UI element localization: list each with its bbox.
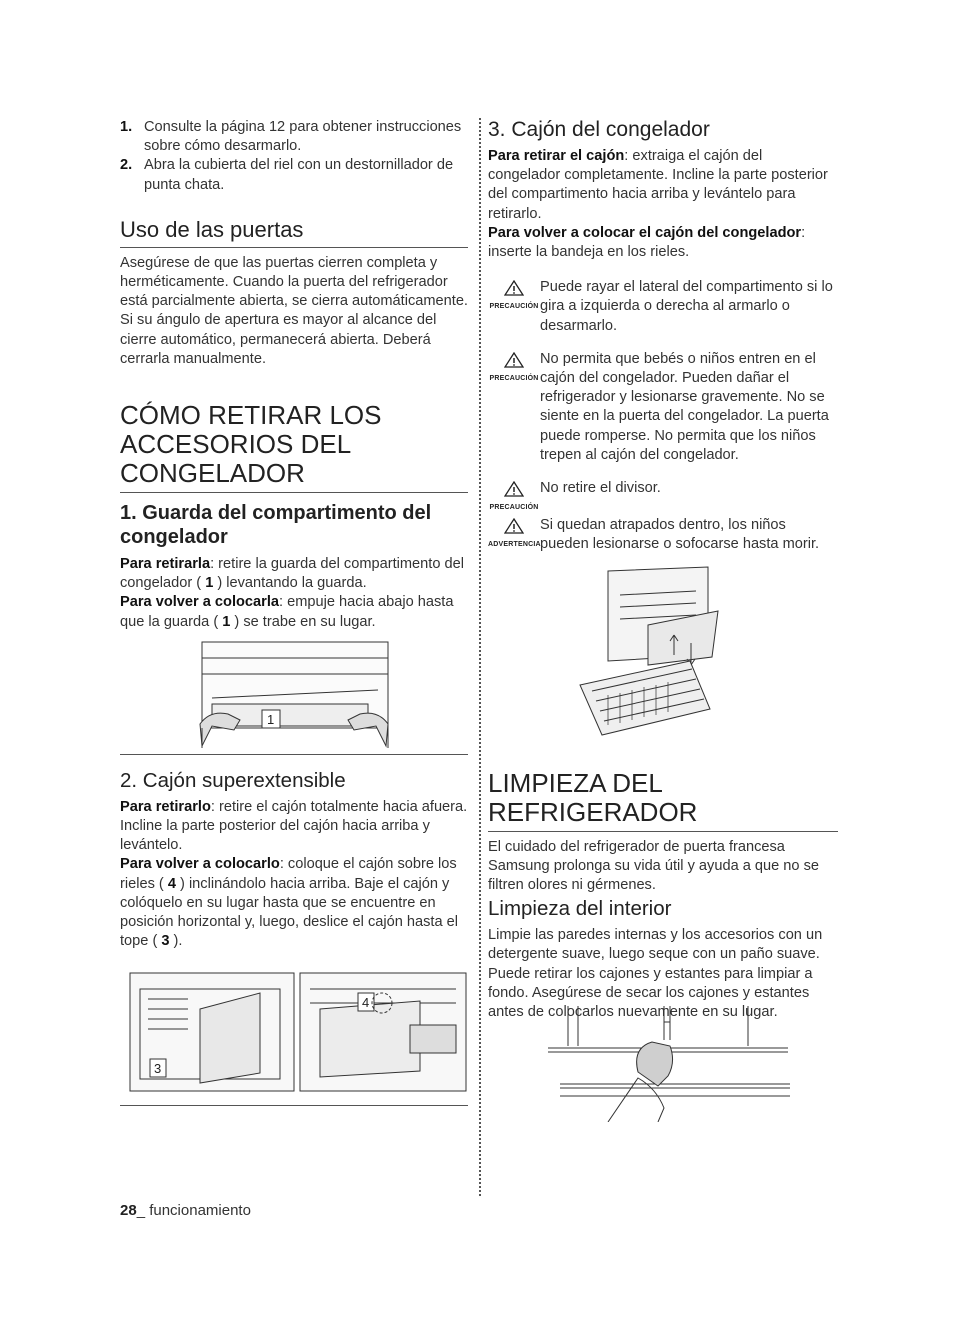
step-item: 2. Abra la cubierta del riel con un destornillador de punta chata. [120, 157, 454, 193]
cleaning-illustration [488, 1002, 838, 1122]
right-column [488, 118, 838, 1122]
page-number: 28 [120, 1202, 137, 1219]
page-footer [120, 1202, 251, 1219]
footer-section: _ funcionamiento [136, 1202, 251, 1219]
caution-notice: PRECAUCIÓN No retire el divisor. [488, 479, 838, 498]
cajon-cong-volver: Para volver a colocar el cajón del congelador: inserte la bandeja en los rieles. [488, 224, 806, 261]
como-retirar-heading: CÓMO RETIRAR LOS ACCESORIOS DEL CONGELADOR [120, 401, 468, 493]
cajon-cong-retirar: Para retirar el cajón: extraiga el cajón del congelador completamente. Incline la parte posterior del compartimento hacia arriba y levántelo para retirarlo. [488, 148, 828, 222]
drawer-illustration [120, 969, 468, 1106]
guard-illustration [120, 638, 468, 755]
warning-notice: ADVERTENCIA Si quedan atrapados dentro, los niños pueden lesionarse o sofocarse hasta morir. [488, 517, 820, 553]
step-item: 1. Consulte la página 12 para obtener instrucciones sobre cómo desarmarlo. [120, 119, 462, 155]
uso-heading: Uso de las puertas [120, 217, 468, 248]
warning-triangle-icon: PRECAUCIÓN [488, 280, 540, 316]
left-column [120, 118, 468, 1106]
column-divider [479, 118, 481, 1196]
caution-notice: PRECAUCIÓN Puede rayar el lateral del compartimento si lo gira a izquierda o derecha al armarlo o desarmarlo. [489, 279, 833, 334]
guarda-volver: Para volver a colocarla: empuje hacia abajo hasta que la guarda ( 1 ) se trabe en su lugar. [120, 594, 454, 630]
caution-notice: PRECAUCIÓN No permita que bebés o niños entren en el cajón del congelador. Pueden dañar el refrigerador y lesionarse gravemente. No se siente en la puerta del congelador. La puerta puede romperse. No permita que los niños trepen al cajón del congelador. [489, 350, 829, 463]
warning-triangle-icon: ADVERTENCIA [488, 518, 540, 554]
guarda-heading: 1. Guarda del compartimento del congelador [120, 502, 432, 549]
fig-label-4: 4 [362, 995, 370, 1011]
fig-label-1: 1 [267, 711, 275, 727]
cajon-super-volver: Para volver a colocarlo: coloque el cajón sobre los rieles ( 4 ) inclinándolo hacia arriba. Baje el cajón y colóquelo en su lugar hasta que se encuentre en posición horizontal y, luego, deslice el cajón hasta el tope ( 3 ). [120, 856, 459, 950]
guarda-retirar: Para retirarla: retire la guarda del compartimento del congelador ( 1 ) levantando la guarda. [120, 556, 464, 592]
cajon-super-retirar: Para retirarlo: retire el cajón totalmente hacia afuera. Incline la parte posterior del cajón hacia arriba y levántelo. [120, 798, 468, 854]
interior-body: Limpie las paredes internas y los accesorios con un detergente suave, luego seque con un paño suave. Puede retirar los cajones y estantes para limpiar a fondo. Asegúrese de secar los cajones y estantes antes de colocarlos nuevamente en su lugar. [488, 927, 823, 1021]
cajon-super-heading: 2. Cajón superextensible [120, 768, 346, 792]
uso-body: Asegúrese de que las puertas cierren completa y herméticamente. Cuando la puerta del refrigerador está parcialmente abierta, se cierra automáticamente. Si su ángulo de apertura es mayor al alcance del cierre automático, permanecerá abierta. Deberá cerrarla manualmente. [120, 254, 468, 367]
interior-heading: Limpieza del interior [488, 897, 672, 921]
cajon-cong-heading: 3. Cajón del congelador [488, 118, 710, 141]
limpieza-body: El cuidado del refrigerador de puerta francesa Samsung prolonga su vida útil y ayuda a que no se filtren olores ni gérmenes. [488, 838, 820, 894]
warning-triangle-icon: PRECAUCIÓN [488, 481, 540, 517]
fig-label-3: 3 [154, 1061, 162, 1077]
limpieza-heading: LIMPIEZA DEL REFRIGERADOR [488, 769, 838, 832]
freezer-drawer-illustration [488, 565, 838, 765]
disassembly-steps [120, 118, 468, 195]
warning-triangle-icon: PRECAUCIÓN [488, 352, 540, 388]
